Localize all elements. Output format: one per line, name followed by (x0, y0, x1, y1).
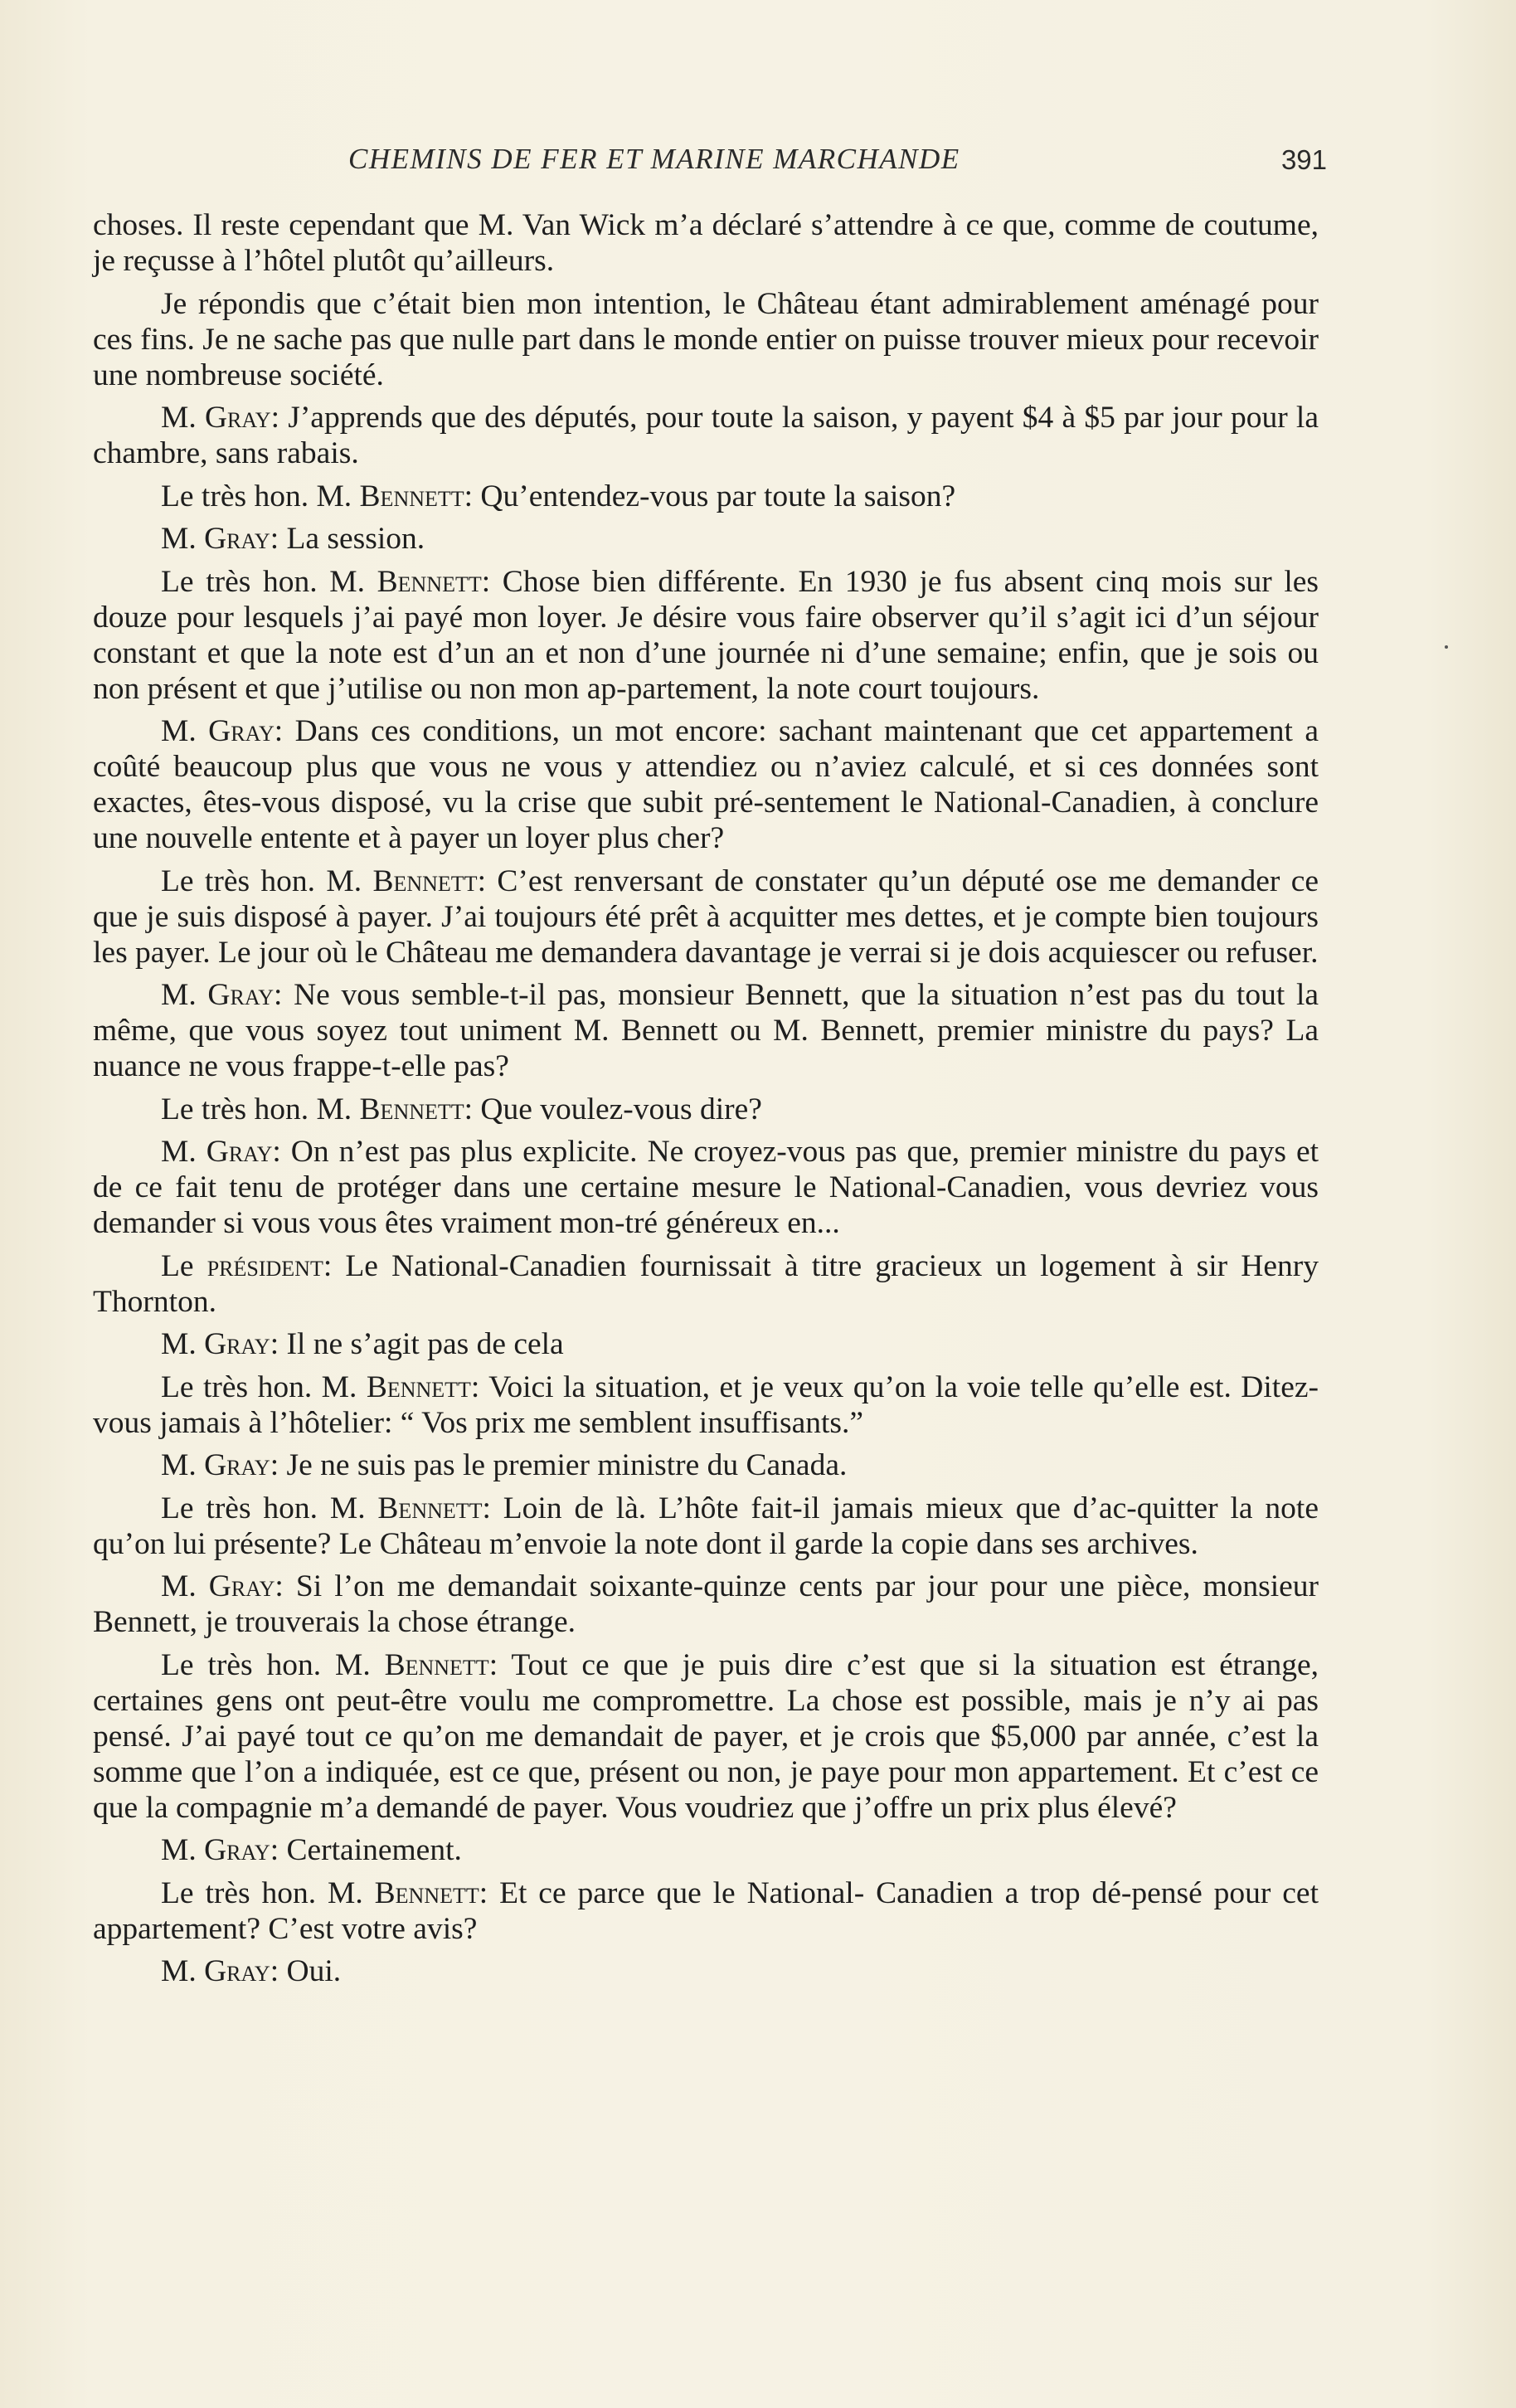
speech-paragraph: M. Gray: Certainement. (161, 1833, 462, 1867)
speaker-name: Bennett (372, 863, 478, 898)
speech-paragraph: Le président: Le National-Canadien fournissait à titre gracieux un logement à sir Henry Thornton. (93, 1248, 1319, 1319)
speaker-name: Gray (204, 1833, 270, 1867)
speech-paragraph: M. Gray: Je ne suis pas le premier ministre du Canada. (161, 1448, 848, 1482)
speech-paragraph: Le très hon. M. Bennett: C’est renversant de constater qu’un député ose me demander ce que je suis disposé à payer. J’ai toujours été prêt à acquitter mes dettes, et je compte bien toujours les payer. Le jour où le Château me demandera davantage je verrai si je dois acquiescer ou refuser. (93, 863, 1319, 970)
speech-paragraph: M. Gray: Oui. (161, 1954, 342, 1988)
body-text (93, 207, 1319, 1997)
speaker-name: Gray (206, 1135, 273, 1169)
speech-paragraph: Le très hon. M. Bennett: Tout ce que je puis dire c’est que si la situation est étrange, certaines gens ont peut-être voulu me compromettre. La chose est possible, mais je n’y ai pas pensé. J’ai payé tout ce qu’on me demandait de payer, et je crois que $5,000 par année, c’est la somme que l’on a indiquée, est ce que, présent ou non, je paye pour mon appartement. Et c’est ce que la compagnie m’a demandé de payer. Vous voudriez que j’offre un prix plus élevé? (93, 1647, 1319, 1825)
margin-speck (1445, 645, 1448, 649)
speaker-name: Bennett (359, 1092, 464, 1126)
speech-paragraph: Le très hon. M. Bennett: Loin de là. L’hôte fait-il jamais mieux que d’ac-quitter la note qu’on lui présente? Le Château m’envoie la note dont il garde la copie dans ses archives. (93, 1491, 1319, 1561)
speaker-name: Bennett (384, 1647, 489, 1682)
speech-paragraph: M. Gray: Si l’on me demandait soixante-quinze cents par jour pour une pièce, monsieur Bennett, je trouverais la chose étrange. (93, 1569, 1319, 1639)
speech-paragraph: M. Gray: Dans ces conditions, un mot encore: sachant maintenant que cet appartement a coûté beaucoup plus que vous ne vous y attendiez ou n’aviez calculé, et si ces données sont exactes, êtes-vous disposé, vu la crise que subit pré-sentement le National-Canadien, à conclure une nouvelle entente et à payer un loyer plus cher? (93, 714, 1319, 855)
speaker-name: Gray (204, 1448, 270, 1482)
speech-paragraph: M. Gray: J’apprends que des députés, pour toute la saison, y payent $4 à $5 par jour pour la chambre, sans rabais. (93, 401, 1319, 470)
speaker-name: Gray (204, 522, 270, 556)
speech-paragraph: Le très hon. M. Bennett: Chose bien différente. En 1930 je fus absent cinq mois sur les douze pour lesquels j’ai payé mon loyer. Je désire vous faire observer qu’il s’agit ici d’un séjour constant et que la note est d’un an et non d’une journée ni d’une semaine; enfin, que je sois ou non présent et que j’utilise ou non mon ap-partement, la note court toujours. (93, 564, 1319, 706)
speech-paragraph: M. Gray: Il ne s’agit pas de cela (161, 1327, 564, 1361)
paragraph: Je répondis que c’était bien mon intention, le Château étant admirablement aménagé pour ces fins. Je ne sache pas que nulle part dans le monde entier on puisse trouver mieux pour recevoir une nombreuse société. (93, 286, 1319, 392)
speaker-name: Bennett (374, 1875, 479, 1910)
speech-paragraph: Le très hon. M. Bennett: Voici la situation, et je veux qu’on la voie telle qu’elle est. Ditez-vous jamais à l’hôtelier: “ Vos prix me semblent insuffisants.” (93, 1369, 1319, 1440)
page-header (91, 143, 1327, 186)
speech-paragraph: Le très hon. M. Bennett: Et ce parce que le National- Canadien a trop dé-pensé pour cet appartement? C’est votre avis? (93, 1875, 1319, 1946)
speaker-name: Gray (208, 714, 275, 748)
paragraph: choses. Il reste cependant que M. Van Wick m’a déclaré s’attendre à ce que, comme de coutume, je reçusse à l’hôtel plutôt qu’ailleurs. (93, 208, 1319, 278)
speech-paragraph: Le très hon. M. Bennett: Qu’entendez-vous par toute la saison? (161, 479, 956, 513)
speech-paragraph: M. Gray: Ne vous semble-t-il pas, monsieur Bennett, que la situation n’est pas du tout la même, que vous soyez tout uniment M. Bennett ou M. Bennett, premier ministre du pays? La nuance ne vous frappe-t-elle pas? (93, 978, 1319, 1083)
speech-paragraph: M. Gray: On n’est pas plus explicite. Ne croyez-vous pas que, premier ministre du pays et de ce fait tenu de protéger dans une certaine mesure le National-Canadien, vous devriez vous demander si vous vous êtes vraiment mon-tré généreux en... (93, 1135, 1319, 1240)
speaker-name: Gray (207, 978, 274, 1012)
speaker-name: Bennett (377, 1491, 483, 1525)
speaker-name: Bennett (377, 564, 482, 599)
speaker-name: Bennett (366, 1369, 471, 1404)
speaker-name: Gray (204, 1327, 270, 1361)
page-number: 391 (1280, 144, 1327, 175)
speaker-name: président (207, 1248, 323, 1283)
speaker-name: Gray (204, 401, 271, 435)
speaker-name: Gray (204, 1954, 270, 1988)
speaker-name: Gray (208, 1569, 275, 1603)
speaker-name: Bennett (359, 479, 464, 513)
speech-paragraph: M. Gray: La session. (161, 522, 425, 556)
speech-paragraph: Le très hon. M. Bennett: Que voulez-vous dire? (161, 1092, 762, 1126)
running-title: CHEMINS DE FER ET MARINE MARCHANDE (348, 143, 960, 175)
